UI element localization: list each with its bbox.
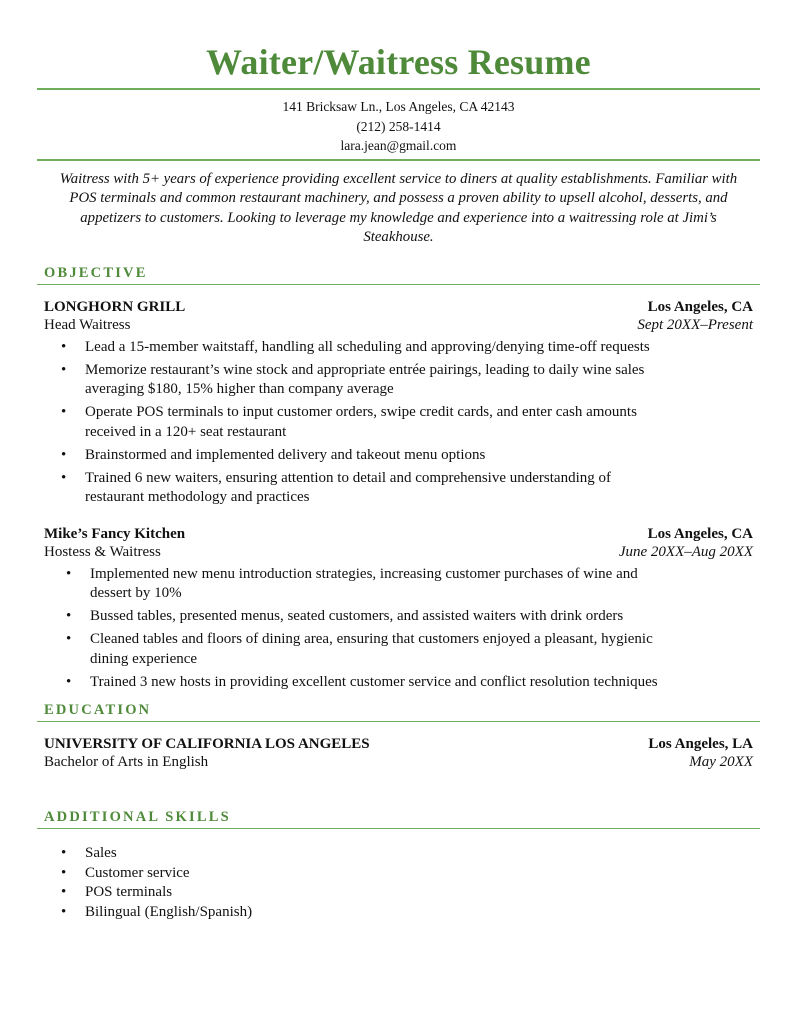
resume-page [37, 0, 760, 923]
job-role-row [37, 544, 760, 561]
education-degree: Bachelor of Arts in English [44, 754, 209, 770]
job-entry [37, 299, 760, 508]
list-item: • Trained 6 new waiters, ensuring attention to detail and comprehensive understanding of restaurant methodology and practices [85, 469, 760, 508]
contact-address: 141 Bricksaw Ln., Los Angeles, CA 42143 [282, 99, 515, 114]
list-item: • Customer service [85, 864, 760, 884]
job-employer: LONGHORN GRILL [44, 298, 186, 315]
job-header-row [37, 299, 760, 316]
job-bullets [37, 565, 760, 693]
list-item: • Cleaned tables and floors of dining area, ensuring that customers enjoyed a pleasant, hygienic dining experience [90, 630, 760, 669]
education-divider [37, 721, 760, 722]
section-heading-skills: ADDITIONAL SKILLS [44, 809, 231, 825]
education-school: UNIVERSITY OF CALIFORNIA LOS ANGELES [44, 736, 370, 752]
list-item: • Trained 3 new hosts in providing excellent customer service and conflict resolution techniques [90, 673, 760, 693]
resume-title: Waiter/Waitress Resume [206, 42, 591, 82]
section-heading-education: EDUCATION [44, 702, 152, 718]
job-role: Head Waitress [44, 316, 131, 333]
job-role-row [37, 317, 760, 334]
education-location: Los Angeles, LA [648, 736, 753, 752]
job-role: Hostess & Waitress [44, 543, 161, 560]
job-employer: Mike’s Fancy Kitchen [44, 525, 186, 542]
list-item: • Brainstormed and implemented delivery and takeout menu options [85, 446, 760, 466]
education-entry [37, 736, 760, 771]
list-item: • Lead a 15-member waitstaff, handling all scheduling and approving/denying time-off requests [85, 338, 760, 358]
list-item: • Bussed tables, presented menus, seated customers, and assisted waiters with drink orders [90, 607, 760, 627]
skills-divider [37, 828, 760, 829]
job-dates: June 20XX–Aug 20XX [618, 543, 753, 560]
list-item: • Bilingual (English/Spanish) [85, 903, 760, 923]
section-heading-objective: OBJECTIVE [44, 264, 148, 281]
job-entry [37, 526, 760, 693]
contact-phone: (212) 258-1414 [356, 118, 441, 134]
list-item: • Sales [85, 844, 760, 864]
skills-list [37, 844, 760, 923]
contact-block [37, 90, 760, 159]
job-header-row [37, 526, 760, 543]
job-dates: Sept 20XX–Present [637, 316, 753, 333]
job-location: Los Angeles, CA [647, 525, 753, 542]
summary-text: Waitress with 5+ years of experience providing excellent service to diners at quality establishments. Familiar with POS terminals and common restaurant machinery, and possess a proven ability to upsell alcohol, desserts, and appetizers to customers. Looking to leverage my knowledge and experience into a waitressing role at Jimi’s Steakhouse. [59, 170, 738, 245]
job-bullets [37, 338, 760, 508]
list-item: • Implemented new menu introduction strategies, increasing customer purchases of wine and dessert by 10% [90, 565, 760, 604]
list-item: • POS terminals [85, 883, 760, 903]
education-date: May 20XX [689, 754, 753, 770]
contact-email: lara.jean@gmail.com [340, 138, 457, 153]
list-item: • Operate POS terminals to input customer orders, swipe credit cards, and enter cash amounts received in a 120+ seat restaurant [85, 403, 760, 442]
objective-divider [37, 284, 760, 285]
list-item: • Memorize restaurant’s wine stock and appropriate entrée pairings, leading to daily wine sales averaging $180, 15% higher than company average [85, 361, 760, 400]
education-degree-row [37, 754, 760, 771]
education-header-row [37, 736, 760, 753]
job-location: Los Angeles, CA [647, 298, 753, 315]
